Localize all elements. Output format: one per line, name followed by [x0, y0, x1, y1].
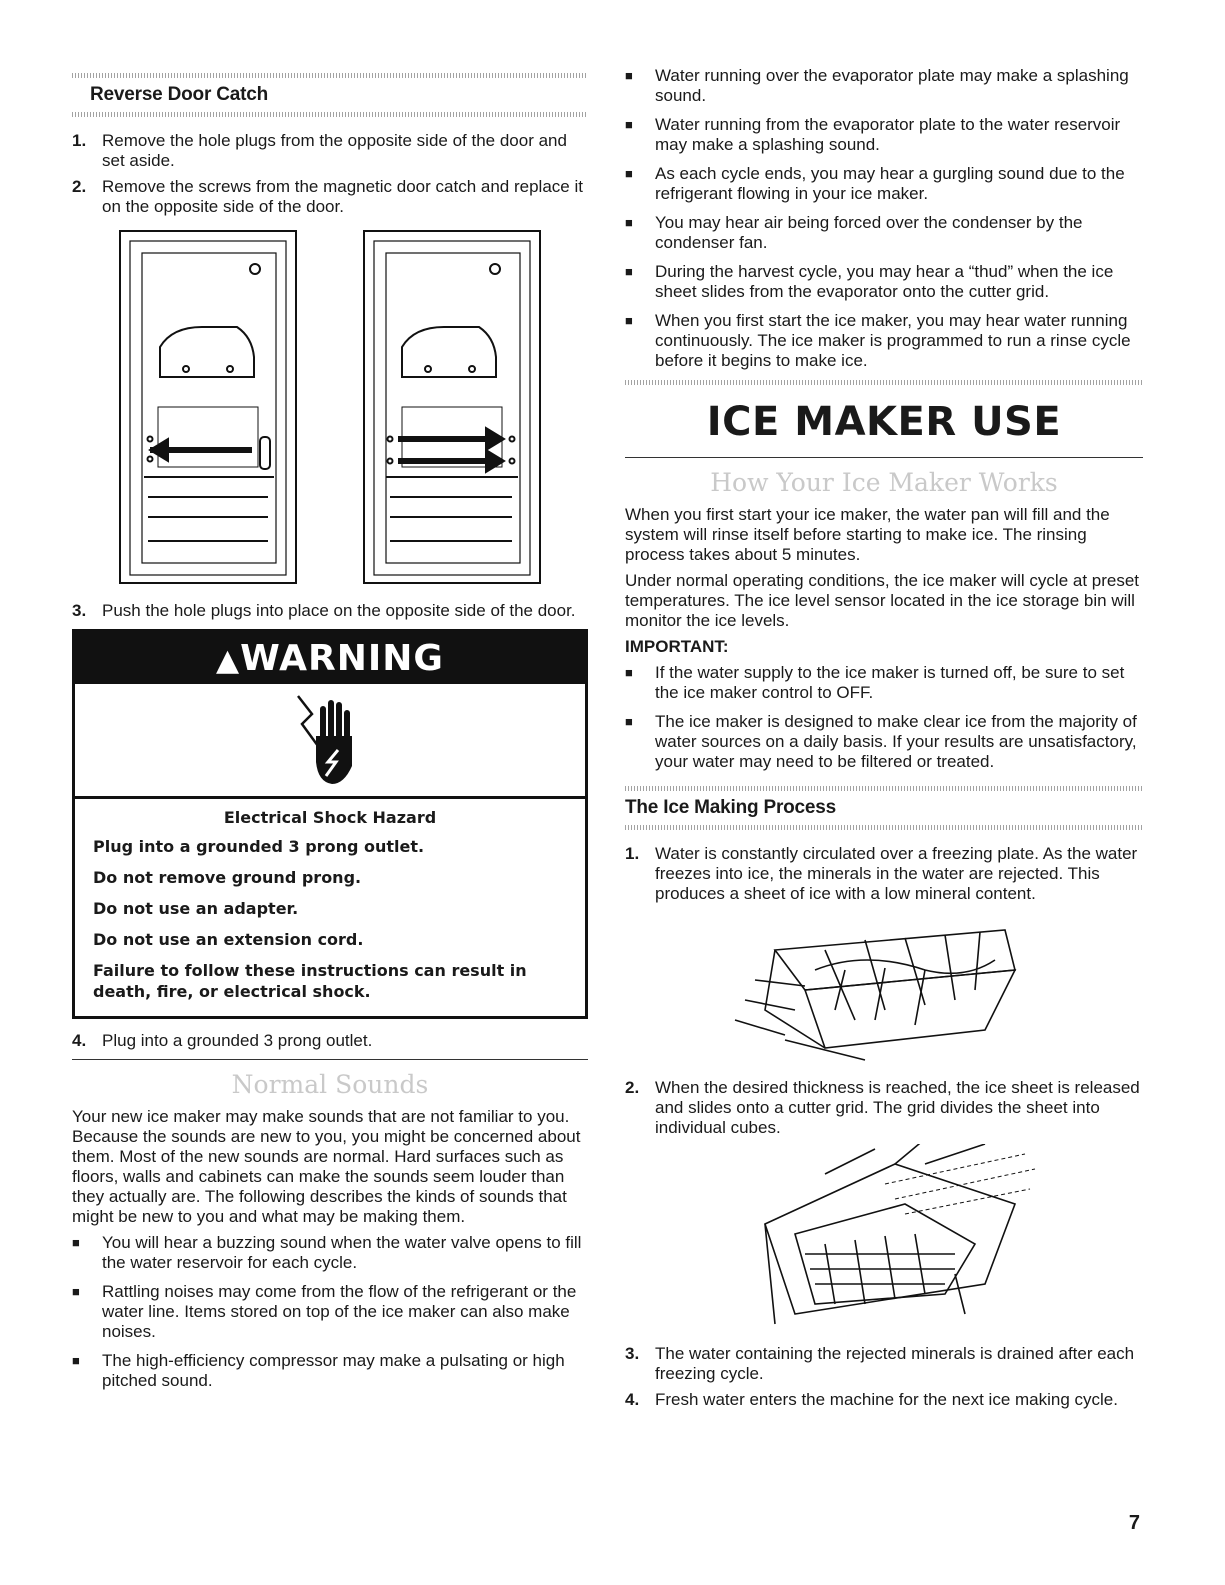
list-item-text: The ice maker is designed to make clear ice from the majority of water sources on a daily basis. If your results are unsatisfactory, your water may need to be filtered or treated.	[655, 712, 1137, 771]
step-text: Push the hole plugs into place on the opposite side of the door.	[102, 601, 576, 620]
step-item	[625, 1078, 1143, 1138]
square-bullet-icon: ■	[625, 264, 633, 279]
square-bullet-icon: ■	[625, 117, 633, 132]
section-rule	[625, 457, 1143, 458]
section-rule	[72, 1059, 588, 1060]
step-item	[625, 1390, 1143, 1410]
square-bullet-icon: ■	[72, 1235, 80, 1250]
list-item-text: During the harvest cycle, you may hear a “thud” when the ice sheet slides from the evaporator onto the cutter grid.	[655, 262, 1114, 301]
ice-making-process-heading: The Ice Making Process	[625, 797, 837, 818]
dotted-rule	[72, 112, 588, 117]
square-bullet-icon: ■	[625, 313, 633, 328]
step-number: 1.	[72, 131, 87, 150]
list-item-text: You may hear air being forced over the condenser by the condenser fan.	[655, 213, 1083, 252]
dotted-rule	[625, 786, 1143, 791]
list-item-text: When you first start the ice maker, you may hear water running continuously. The ice maker is programmed to run a rinse cycle before it begins to make ice.	[655, 311, 1131, 370]
square-bullet-icon: ■	[625, 215, 633, 230]
step-item	[72, 131, 588, 171]
dotted-rule	[625, 380, 1143, 385]
dotted-rule	[625, 825, 1143, 830]
square-bullet-icon: ■	[625, 665, 633, 680]
list-item-text: Water running over the evaporator plate may make a splashing sound.	[655, 66, 1129, 105]
cutter-grid-illustration	[625, 1144, 1143, 1334]
square-bullet-icon: ■	[625, 68, 633, 83]
step-number: 4.	[625, 1390, 640, 1409]
list-item	[625, 115, 1143, 155]
warning-box	[72, 629, 588, 1019]
list-item	[625, 213, 1143, 253]
warning-triangle-icon: ▲	[216, 643, 241, 678]
step-item	[72, 177, 588, 217]
freezing-plate-illustration	[625, 910, 1143, 1070]
dotted-rule	[72, 73, 588, 78]
step-number: 3.	[72, 601, 87, 620]
square-bullet-icon: ■	[625, 166, 633, 181]
square-bullet-icon: ■	[72, 1284, 80, 1299]
warning-title: Electrical Shock Hazard	[223, 808, 437, 827]
step-text: Water is constantly circulated over a freezing plate. As the water freezes into ice, the minerals in the water are rejected. This produces a sheet of ice with a low mineral content.	[655, 844, 1138, 903]
normal-sounds-heading: Normal Sounds	[231, 1070, 429, 1099]
step-text: Fresh water enters the machine for the next ice making cycle.	[655, 1390, 1118, 1409]
works-paragraph: Under normal operating conditions, the ice maker will cycle at preset temperatures. The ice level sensor located in the ice storage bin will monitor the ice levels.	[625, 571, 1140, 630]
ice-maker-use-heading: ICE MAKER USE	[706, 399, 1062, 445]
step-number: 3.	[625, 1344, 640, 1363]
step-text: The water containing the rejected minerals is drained after each freezing cycle.	[655, 1344, 1135, 1383]
step-item	[625, 1344, 1143, 1384]
page-number: 7	[1128, 1512, 1140, 1534]
step-text: Plug into a grounded 3 prong outlet.	[102, 1031, 373, 1050]
square-bullet-icon: ■	[72, 1353, 80, 1368]
warning-label: WARNING	[240, 638, 444, 679]
list-item	[625, 66, 1143, 106]
list-item	[625, 663, 1143, 703]
list-item-text: You will hear a buzzing sound when the water valve opens to fill the water reservoir for each cycle.	[102, 1233, 582, 1272]
step-number: 1.	[625, 844, 640, 863]
step-number: 2.	[625, 1078, 640, 1097]
door-catch-illustration	[72, 227, 588, 589]
warning-line: Do not use an extension cord.	[93, 930, 364, 949]
list-item	[625, 164, 1143, 204]
electrical-shock-hand-icon	[294, 692, 366, 788]
list-item-text: If the water supply to the ice maker is turned off, be sure to set the ice maker control to OFF.	[655, 663, 1125, 702]
step-number: 4.	[72, 1031, 87, 1050]
list-item	[72, 1351, 588, 1391]
warning-icon-panel	[75, 684, 585, 799]
warning-line: Do not remove ground prong.	[93, 868, 362, 887]
list-item	[72, 1282, 588, 1342]
step-text: Remove the hole plugs from the opposite side of the door and set aside.	[102, 131, 567, 170]
reverse-door-catch-heading: Reverse Door Catch	[90, 84, 269, 105]
warning-text	[75, 799, 585, 1016]
step-item	[72, 601, 588, 621]
warning-line: Failure to follow these instructions can result in death, fire, or electrical shock.	[93, 961, 527, 1001]
important-label: IMPORTANT:	[625, 637, 729, 656]
step-item	[625, 844, 1143, 904]
left-column	[72, 73, 588, 1400]
list-item	[625, 311, 1143, 371]
list-item-text: The high-efficiency compressor may make a pulsating or high pitched sound.	[102, 1351, 565, 1390]
list-item-text: As each cycle ends, you may hear a gurgling sound due to the refrigerant flowing in your ice maker.	[655, 164, 1125, 203]
works-paragraph: When you first start your ice maker, the water pan will fill and the system will rinse itself before starting to make ice. The rinsing process takes about 5 minutes.	[625, 505, 1110, 564]
step-item	[72, 1031, 588, 1051]
list-item	[625, 712, 1143, 772]
list-item-text: Rattling noises may come from the flow of the refrigerant or the water line. Items stored on top of the ice maker can also make noises.	[102, 1282, 577, 1341]
list-item	[625, 262, 1143, 302]
warning-line: Do not use an adapter.	[93, 899, 299, 918]
step-text: When the desired thickness is reached, the ice sheet is released and slides onto a cutter grid. The grid divides the sheet into individual cubes.	[655, 1078, 1140, 1137]
right-column	[625, 66, 1143, 1416]
square-bullet-icon: ■	[625, 714, 633, 729]
step-text: Remove the screws from the magnetic door catch and replace it on the opposite side of the door.	[102, 177, 583, 216]
list-item	[72, 1233, 588, 1273]
how-it-works-heading: How Your Ice Maker Works	[710, 468, 1058, 497]
warning-line: Plug into a grounded 3 prong outlet.	[93, 837, 425, 856]
warning-header	[75, 632, 585, 684]
step-number: 2.	[72, 177, 87, 196]
list-item-text: Water running from the evaporator plate to the water reservoir may make a splashing sound.	[655, 115, 1121, 154]
normal-sounds-intro: Your new ice maker may make sounds that are not familiar to you. Because the sounds are new to you, you might be concerned about them. Most of the new sounds are normal. Hard surfaces such as floors, walls and cabinets can make the sounds seem louder than they actually are. The following describes the kinds of sounds that might be new to you and what may be making them.	[72, 1107, 581, 1226]
